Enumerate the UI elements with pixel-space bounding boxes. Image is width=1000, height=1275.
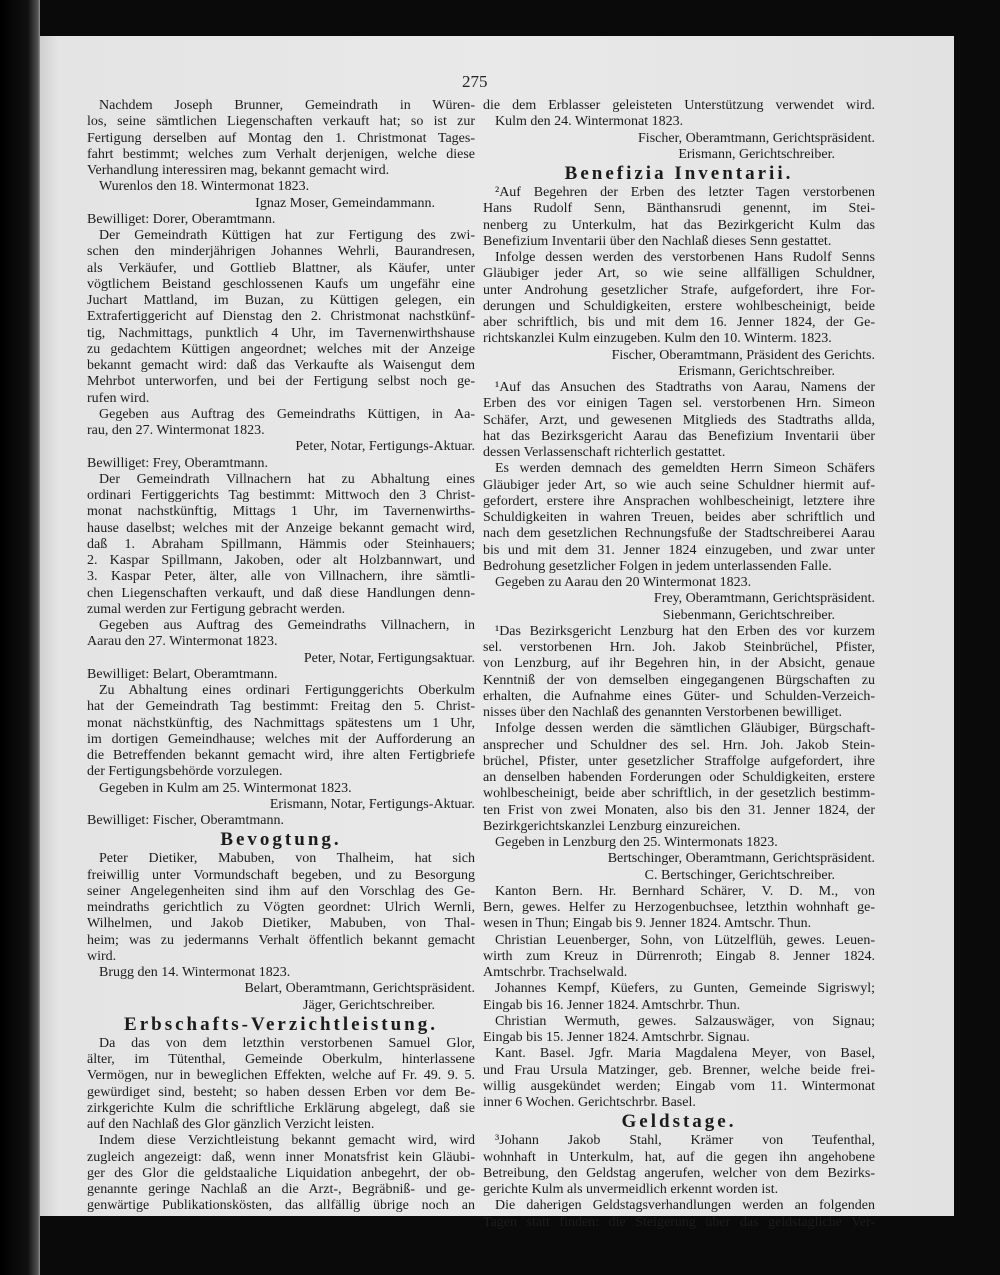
text-line: Kenntniß der von demselben eingegangenen Bürgschaften zu [483,672,875,688]
signature [87,998,475,1014]
text-line: derungen und Schuldigkeiten, erstere wohlbescheinigt, beide [483,298,875,314]
text-line: Bewilliget: Belart, Oberamtmann. [87,666,278,682]
text-line: hat das Bezirksgericht Aarau das Benefizium Inventarii über [483,428,875,444]
text-line: Peter Dietiker, Mabuben, von Thalheim, hat sich [99,851,475,867]
text-line: 2. Kaspar Spillmann, Jakoben, oder alt Holzbannwart, und [87,553,475,568]
text-line: Benefizium Inventarii über den Nachlaß dieses Senn gestattet. [483,233,832,249]
text-line: genannte geringe Nachlaß an die Arzt-, Begräbniß- und ge- [87,1182,475,1197]
text-line: und Frau Ursula Matzinger, geb. Brenner, welche beide frei- [483,1062,875,1078]
paragraph [483,624,875,722]
text-line: hat der Gemeindrath Tag bestimmt: Freitag den 5. Christ- [87,699,475,715]
text-line: älter, im Tütenthal, Gemeinde Oberkulm, hinterlassene [87,1052,475,1067]
signature [483,147,875,163]
approval-line [87,456,475,472]
text-line: die dem Erblasser geleisteten Unterstützung verwendet wird. [483,98,875,113]
text-line: ¹Auf das Ansuchen des Stadtraths von Aarau, Namens der [495,380,875,395]
text-line: Kant. Basel. Jgfr. Maria Magdalena Meyer, von Basel, [495,1046,875,1062]
text-line: ²Auf Begehren der Erben des letzter Tagen verstorbenen [495,185,875,200]
section-heading [87,829,475,851]
text-line: Betreibung, den Geldstag angerufen, welcher von dem Bezirks- [483,1165,875,1181]
text-line: rufen wird. [87,390,150,406]
text-line: Gegeben zu Aarau den 20 Wintermonat 1823. [495,575,752,590]
text-line: Wilhelmen, und Jakob Dietiker, Mabuben, von Thal- [87,916,475,932]
text-line: Eingab bis 16. Jenner 1824. Amtschrbr. Thun. [483,997,741,1013]
text-line: Infolge dessen werden die sämtlichen Gläubiger, Bürgschaft- [495,721,875,737]
text-line: Kulm den 24. Wintermonat 1823. [495,114,684,130]
text-line: Bewilliget: Frey, Oberamtmann. [87,455,269,471]
page-number: 275 [462,72,488,91]
paragraph [483,933,875,982]
text-line: gefordert, erstere ihre Ansprachen wohlbescheinigt, letztere ihre [483,493,875,509]
text-line: meindraths gerichtlich zu Vögten geordnet: Ulrich Wernli, [87,900,475,915]
signature [87,196,475,212]
text-line: Verhandlung interessiren mag, bekannt gemacht wird. [87,163,390,178]
text-line: Aarau den 27. Wintermonat 1823. [87,634,278,650]
text-line: Der Gemeindrath Küttigen hat zur Fertigung des zwi- [99,228,475,243]
paragraph [483,1198,875,1231]
paragraph-continued [483,98,875,114]
text-line: Bewilliget: Fischer, Oberamtmann. [87,813,284,828]
paragraph [87,851,475,965]
text-line: Nachdem Joseph Brunner, Gemeindrath in Würen- [99,98,475,113]
paragraph [483,1014,875,1047]
paragraph [87,472,475,618]
text-line: Christian Wermuth, gewes. Salzauswäger, von Signau; [495,1013,875,1029]
text-line: Erben des vor einigen Tagen sel. verstorbenen Hrn. Simeon [483,396,875,412]
text-line: monat nachstkünftig, Mittags 1 Uhr, im Tavernenwirths- [87,504,475,520]
text-line: Kanton Bern. Hr. Bernhard Schärer, V. D. M., von [495,883,875,899]
text-line: rau, den 27. Wintermonat 1823. [87,423,265,438]
text-line: Christian Leuenberger, Sohn, von Lützelflüh, gewes. Leuen- [495,932,875,948]
text-line: Gläubiger jeder Art, so wie auch seine Schuldner hiermit auf- [483,477,875,493]
dateline [483,835,875,851]
text-line: daß 1. Abraham Spillmann, Hämmis oder Steinhauers; [87,536,475,552]
text-line: nisses über den Nachlaß des genannten Verstorbenen bewilliget. [483,705,842,720]
text-line: Peter, Notar, Fertigungs-Aktuar. [295,439,475,455]
text-line: nenberg zu Unterkulm, hat das Bezirkgericht Kulm das [483,217,875,233]
dateline [87,781,475,797]
text-line: Indem diese Verzichtleistung bekannt gemacht wird, wird [99,1133,475,1149]
signature [483,364,875,380]
signature [87,797,475,813]
signature [483,591,875,607]
section-heading [483,1111,875,1133]
heading-text: Geldstage. [621,1111,737,1133]
text-line: Juchart Mattland, im Buzan, zu Küttigen gelegen, ein [87,293,475,308]
signature [87,651,475,667]
text-line: Ignaz Moser, Gemeindammann. [255,195,435,211]
paragraph [483,1046,875,1111]
text-line: unter Androhung gesetzlicher Strafe, aufgefordert, ihre For- [483,282,875,298]
text-line: Fischer, Oberamtmann, Präsident des Gerichts. [611,347,875,363]
text-line: los, seine sämtlichen Liegenschaften verkauft hat; so ist zur [87,114,475,130]
text-line: hause daselbst; welches mit der Anzeige bekannt gemacht wird, [87,520,475,536]
signature [483,868,875,884]
scan-binding-edge [0,0,40,1275]
text-line: gewürdiget sind, besteht; so haben dessen Erben vor dem Be- [87,1084,475,1100]
text-line: zugleich angezeigt: daß, wenn inner Monatsfrist kein Gläubi- [87,1149,475,1165]
paragraph [483,461,875,575]
text-line: wesen in Thun; Eingab bis 9. Jenner 1824. Amtschr. Thun. [483,916,812,932]
text-line: zirkgerichte Kulm die schriftliche Erklärung abgelegt, daß sie [87,1100,475,1116]
paragraph [87,1036,475,1134]
text-line: die Betreffenden bekannt gemacht wird, ihre alten Fertigbriefe [87,748,475,763]
text-line: Schäfer, Arzt, und gewesenen Mitglieds des Stadtraths allda, [483,412,875,428]
text-line: wird. [87,948,117,964]
text-line: Der Gemeindrath Villnachern hat zu Abhaltung eines [99,471,475,487]
text-line: wirth zum Kreuz in Dürrenroth; Eingab 8. Jenner 1824. [483,948,875,964]
dateline [483,575,875,591]
text-line: Siebenmann, Gerichtschreiber. [662,607,835,623]
text-line: Erismann, Notar, Fertigungs-Aktuar. [269,796,475,812]
text-line: fahrt bestimmt; welches zum Verhalt derjenigen, welche diese [87,146,475,162]
text-line: genwärtige Publikationskösten, das allfällig übrige noch an [87,1198,475,1214]
text-line: dessen Verlassenschaft richterlich gestattet. [483,445,726,460]
text-line: bekannt gemacht wird: daß das Verkaufte als Waisengut dem [87,358,475,373]
text-line: 3. Kaspar Peter, älter, alle von Villnachern, ihre sämtli- [87,569,475,585]
paragraph [483,185,875,250]
text-line: Zu Abhaltung eines ordinari Fertigunggerichts Oberkulm [99,683,475,698]
paragraph [87,683,475,781]
dateline [87,965,475,981]
dateline [483,114,875,130]
left-column [87,98,475,1215]
text-line: Eingab bis 15. Jenner 1824. Amtschrbr. Signau. [483,1030,750,1045]
paragraph [87,1133,475,1214]
text-line: Belart, Oberamtmann, Gerichtspräsident. [244,981,475,997]
text-line: Amtschrbr. Trachselwald. [483,965,628,980]
signature [87,439,475,455]
text-line: Vermögen, nur in beweglichen Effekten, welche auf Fr. 49. 9. 5. [87,1068,475,1084]
paragraph [87,618,475,651]
signature [483,608,875,624]
text-line: Erismann, Gerichtschreiber. [678,146,835,162]
text-line: zu gedachtem Küttigen angeordnet; welches mit der Anzeige [87,341,475,357]
dateline [87,179,475,195]
text-line: schen den minderjährigen Johannes Wehrli, Baurandresen, [87,244,475,260]
text-line: Jäger, Gerichtschreiber. [303,997,435,1013]
text-line: Gegeben in Lenzburg den 25. Wintermonats 1823. [495,835,778,850]
text-line: wohnhaft in Unterkulm, hat, auf die gegen ihn angehobene [483,1149,875,1165]
text-line: Bertschinger, Oberamtmann, Gerichtspräsident. [607,851,875,867]
text-line: Gläubiger jeder Art, so wie seine allfälligen Schuldner, [483,266,875,282]
text-line: Gegeben aus Auftrag des Gemeindraths Villnachern, in [99,618,475,633]
heading-text: Benefizia Inventarii. [564,163,794,184]
text-line: zumal werden zur Fertigung gebracht werden. [87,601,346,617]
signature [483,348,875,364]
text-line: Fischer, Oberamtmann, Gerichtspräsident. [638,130,875,146]
text-line: Fertigung derselben auf Montag den 1. Christmonat Tages- [87,130,475,146]
signature [483,851,875,867]
text-line: sel. verstorbenen Hrn. Joh. Jakob Steinbrüchel, Pfister, [483,640,875,655]
text-line: Bewilliget: Dorer, Oberamtmann. [87,211,276,227]
text-line: monat nächstkünftig, des Nachmittags spätestens um 1 Uhr, [87,715,475,731]
approval-line [87,813,475,829]
text-line: freiwillig unter Vormundschaft begeben, und zu Besorgung [87,867,475,883]
text-line: als Verkäufer, und Gottlieb Blattner, als Käufer, unter [87,260,475,276]
text-line: Mehrbot unterworfen, und bei der Fertigung selbst noch ge- [87,374,475,390]
paragraph [87,98,475,179]
text-line: Schuldigkeiten in wahren Treuen, beides aber schriftlich und [483,510,875,525]
text-line: Es werden demnach des gemeldten Herrn Simeon Schäfers [495,461,875,477]
section-heading [483,163,875,185]
paragraph [483,250,875,348]
text-line: vögtlichem Beistand geschlossenen Kaufs um ungefähr eine [87,276,475,292]
approval-line [87,667,475,683]
text-line: auf den Nachlaß des Glor gänzlich Verzicht leisten. [87,1117,375,1132]
text-line: ³Johann Jakob Stahl, Krämer von Teufenthal, [495,1133,875,1149]
text-line: gerichte Kulm als unvermeidlich erkennt worden ist. [483,1182,779,1197]
paragraph [483,981,875,1014]
text-line: tig, Nachmittags, punktlich 4 Uhr, im Tavernenwirthshause [87,325,475,341]
text-line: nach dem gesetzlichen Rechnungsfuße der Stadtschreiberei Aarau [483,526,875,542]
text-line: inner 6 Wochen. Gerichtschrbr. Basel. [483,1095,696,1110]
text-line: Bedrohung gesetzlicher Folgen in jedem unterlassenden Falle. [483,558,832,574]
paragraph [483,380,875,461]
text-line: ¹Das Bezirksgericht Lenzburg hat den Erben des vor kurzem [495,623,875,639]
text-line: seiner Angelegenheiten sind ihm auf den Vorschlag des Ge- [87,883,475,899]
paragraph [87,407,475,440]
text-line: Die daherigen Geldstagsverhandlungen werden an folgenden [495,1198,875,1214]
text-line: chen Liegenschaften verkauft, und daß diese Handlungen denn- [87,585,475,601]
text-line: heim; was zu jedermanns Verhalt öffentlich bekannt gemacht [87,932,475,948]
text-line: aber schriftlich, bis und mit dem 16. Jenner 1824, der Ge- [483,315,875,330]
text-line: Gegeben in Kulm am 25. Wintermonat 1823. [99,780,352,796]
text-line: ger des Glor die geldstaaliche Liquidation anbegehrt, der ob- [87,1165,475,1181]
text-line: erhalten, die Aufnahme eines Güter- und Schulden-Verzeich- [483,688,875,704]
text-line: an denselben habenden Forderungen oder Schuldigkeiten, erstere [483,770,875,785]
text-line: Wurenlos den 18. Wintermonat 1823. [99,179,310,195]
text-line: C. Bertschinger, Gerichtschreiber. [644,867,835,883]
text-line: Erismann, Gerichtschreiber. [678,363,835,379]
paragraph [87,228,475,407]
text-line: Bezirkgerichtskanzlei Lenzburg einzureichen. [483,818,741,834]
text-line: Hans Rudolf Senn, Bänthansrudi genennt, im Stei- [483,201,875,217]
text-line: Infolge dessen werden des verstorbenen Hans Rudolf Senns [495,250,875,265]
paragraph [483,721,875,835]
paragraph [483,884,875,933]
text-line: brüchel, Pfister, unter gesetzlicher Straffolge aufgefordert, ihre [483,753,875,769]
approval-line [87,212,475,228]
text-line: richtskanzlei Kulm einzugeben. Kulm den 10. Winterm. 1823. [483,331,832,347]
signature [483,131,875,147]
text-line: im dortigen Gemeindhause; welches mit der Aufforderung an [87,731,475,747]
text-line: Da das von dem letzthin verstorbenen Samuel Glor, [99,1035,475,1051]
text-line: Gegeben aus Auftrag des Gemeindraths Küttigen, in Aa- [99,406,475,422]
text-line: der Fertigungsbehörde vorzulegen. [87,764,283,780]
text-line: Tagen statt finden: die Steigerung über das geldstagliche Ver- [483,1214,875,1230]
signature [87,981,475,997]
text-line: ansprecher und Schuldner des sel. Hrn. Joh. Jakob Stein- [483,737,875,753]
text-line: ten Frist von zwei Monaten, also bis den 31. Jenner 1824, der [483,802,875,818]
text-line: Johannes Kempf, Küefers, zu Gunten, Gemeinde Sigriswyl; [495,981,875,997]
text-line: von Lenzburg, auf ihr Begehren hin, in der Absicht, genaue [483,656,875,672]
right-column [483,98,875,1231]
text-line: bis und mit dem 31. Jenner 1824 einzugeben, und zwar unter [483,542,875,558]
text-line: Extrafertiggericht auf Dienstag den 2. Christmonat nachstkünf- [87,309,475,325]
text-line: willig ausgekündet werden; Eingab vom 11. Wintermonat [483,1078,875,1094]
paragraph [483,1133,875,1198]
text-line: Bern, gewes. Helfer zu Herzogenbuchsee, letzthin wohnhaft ge- [483,900,875,915]
heading-text: Bevogtung. [220,829,342,851]
text-line: ordinari Fertiggerichts Tag bestimmt: Mittwoch den 3 Christ- [87,488,475,503]
text-line: Peter, Notar, Fertigungsaktuar. [303,650,475,666]
text-line: wohlbescheinigt, beide aber schriftlich, in der gesetzlich bestimm- [483,786,875,802]
heading-text: Erbschafts-Verzichtleistung. [124,1013,438,1035]
text-line: Brugg den 14. Wintermonat 1823. [99,965,291,980]
section-heading [87,1014,475,1036]
text-line: Frey, Oberamtmann, Gerichtspräsident. [653,591,875,607]
